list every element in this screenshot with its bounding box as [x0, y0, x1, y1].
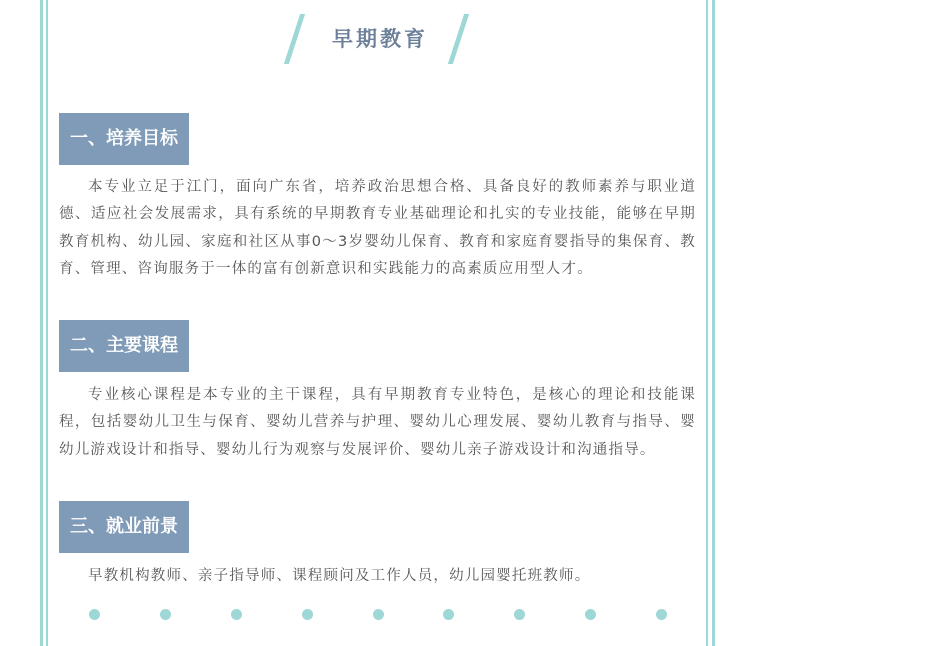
divider-dot — [656, 609, 667, 620]
section-heading-career-prospects: 三、就业前景 — [59, 501, 189, 553]
frame-border-left-inner — [46, 0, 48, 646]
section-heading-training-goals: 一、培养目标 — [59, 113, 189, 165]
section-heading-main-courses: 二、主要课程 — [59, 320, 189, 372]
divider-dot — [160, 609, 171, 620]
divider-dot — [231, 609, 242, 620]
divider-dot — [514, 609, 525, 620]
section-body-training-goals: 本专业立足于江门，面向广东省，培养政治思想合格、具备良好的教师素养与职业道德、适应社会发展需求，具有系统的早期教育专业基础理论和扎实的专业技能，能够在早期教育机构、幼儿园、家庭和社区从事0～3岁婴幼儿保育、教育和家庭育婴指导的集保育、教育、管理、咨询服务于一体的富有创新意识和实践能力的高素质应用型人才。 — [59, 179, 696, 277]
section-body-career-prospects: 早教机构教师、亲子指导师、课程顾问及工作人员，幼儿园婴托班教师。 — [88, 568, 591, 584]
divider-dot — [373, 609, 384, 620]
divider-dot — [585, 609, 596, 620]
divider-dot — [89, 609, 100, 620]
page-title: 早期教育 — [332, 27, 428, 51]
section-body-main-courses: 专业核心课程是本专业的主干课程，具有早期教育专业特色，是核心的理论和技能课程，包括婴幼儿卫生与保育、婴幼儿营养与护理、婴幼儿心理发展、婴幼儿教育与指导、婴幼儿游戏设计和指导、婴幼儿行为观察与发展评价、婴幼儿亲子游戏设计和沟通指导。 — [59, 387, 696, 458]
frame-border-right-outer — [712, 0, 715, 646]
frame-border-right-inner — [706, 0, 708, 646]
divider-dot — [443, 609, 454, 620]
frame-border-left-outer — [40, 0, 43, 646]
divider-dot — [302, 609, 313, 620]
